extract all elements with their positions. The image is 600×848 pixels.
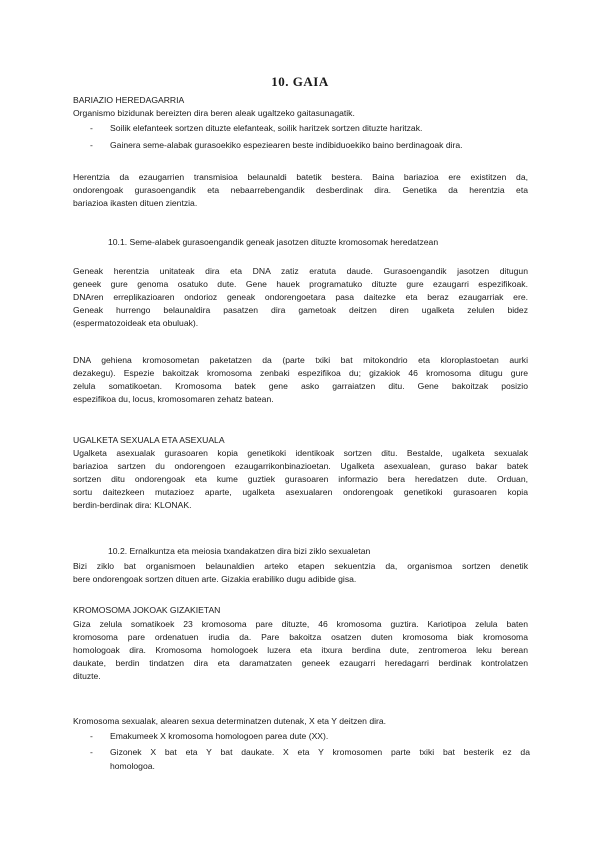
text-line: kromosoma pare ordenatuen irudia da. Pare bakoitza osatzen duten kromosoma biak kromosoma: [73, 632, 528, 643]
text-line: Giza zelula somatikoek 23 kromosoma pare dituzte, 46 kromosoma guztira. Kariotipoa zelula baten: [73, 619, 528, 629]
text-line: sortzen ditu ondorengoak eta kume guztiek gurasoaren informazio bera heredatzen dute. Orduan,: [73, 474, 528, 485]
text-line: Bizi ziklo bat organismoen belaunaldien arteko etapen sekuentzia da, organismoa sortzen denetik: [73, 561, 528, 571]
text-line: Herentzia da ezaugarrien transmisioa belaunaldi batetik bestera. Baina bariazioa ere existitzen da,: [73, 172, 528, 182]
text-line: Geneak hurrengo belaunaldira pasatzen dira gametoak deitzen diren ugalketa zelulen bidez: [73, 305, 528, 316]
section-heading-bariazio: BARIAZIO HEREDAGARRIA: [73, 95, 185, 105]
intro-line-sexualak: Kromosoma sexualak, alearen sexua determinatzen dutenak, X eta Y deitzen dira.: [73, 716, 387, 726]
text-line: berdin-berdinak dira: KLONAK.: [73, 500, 192, 511]
text-line: daukate, berdin tindatzen dira eta daramatzaten geneek ezaugarri heredagarri berdinak kontrolatzen: [73, 658, 528, 669]
list-item-text: homologoa.: [110, 761, 155, 771]
text-line: espezifikoa du, locus, kromosomaren zehatz batean.: [73, 394, 274, 405]
paragraph-geneak: [73, 265, 528, 330]
text-line: bere ondorengoak sortzen dituen arte. Gizakia erabiliko dugu adibide gisa.: [73, 574, 357, 585]
intro-line: Organismo bizidunak bereizten dira beren aleak ugaltzeko gaitasunagatik.: [73, 108, 355, 118]
paragraph-dna: [73, 354, 528, 406]
subheading-10-2: 10.2. Ernalkuntza eta meiosia txandakatzen dira bizi ziklo sexualetan: [108, 546, 371, 556]
text-line: bariazioa ikasten dituen zientzia.: [73, 198, 198, 209]
bullet-dash: -: [90, 747, 93, 757]
subheading-10-1: 10.1. Seme-alabek gurasoengandik geneak jasotzen dituzte kromosomak heredatzean: [108, 237, 439, 247]
text-line: zelula somatikoetan. Kromosoma batek gene asko garraiatzen ditu. Gene bakoitzak posizio: [73, 381, 528, 392]
text-line: Geneak herentzia unitateak dira eta DNA zatiz eratuta daude. Gurasoengandik jasotzen ditugun: [73, 266, 528, 276]
bullet-dash: -: [90, 140, 93, 150]
text-line: sortu daitezkeen mutazioez aparte, ugalketa asexualaren ondorengoak genetikoki gurasoaren kopia: [73, 487, 528, 498]
text-line: geneek gure genoma osatuko dute. Gene hauek programatuko dituzte gure ezaugarri espezifikoak.: [73, 279, 528, 290]
text-line: bariazioa sartzen du ondorengoen ezaugarrikonbinazioetan. Ugalketa asexualean, guraso bakar batek: [73, 461, 528, 472]
bullet-dash: -: [90, 731, 93, 741]
paragraph-bizi-ziklo: [73, 560, 528, 586]
bullet-dash: -: [90, 123, 93, 133]
text-line: Ugalketa asexualak gurasoaren kopia genetikoki identikoak sortzen ditu. Bestalde, ugalketa sexualak: [73, 448, 528, 458]
chapter-title: 10. GAIA: [271, 74, 329, 89]
list-item-text: Gainera seme-alabak gurasoekiko espeziearen beste indibiduoekiko baino berdinagoak dira.: [110, 140, 463, 150]
list-item-text: Soilik elefanteek sortzen dituzte elefanteak, soilik haritzek sortzen dituzte haritzak.: [110, 123, 423, 133]
text-line: DNAren erreplikazioaren ondorioz geneak ondorengoetara pasa daitezke eta beraz ezaugarriak ere.: [73, 292, 528, 303]
text-line: dezakegu). Espezie bakoitzak kromosoma zenbaki espezifikoa du; gizakiok 46 kromosoma ditugu gure: [73, 368, 528, 379]
text-line: dituzte.: [73, 671, 101, 682]
section-heading-kromosoma: KROMOSOMA JOKOAK GIZAKIETAN: [73, 605, 221, 615]
paragraph-ugalketa: [73, 447, 528, 512]
text-line: ondorengoak gurasoengandik eta nebaarrebengandik desberdinak dira. Genetika da herentzia eta: [73, 185, 528, 196]
text-line: homologoak dira. Kromosoma homologoek luzera eta itxura berdina dute, zentromeroa leku berean: [73, 645, 528, 656]
section-heading-ugalketa: UGALKETA SEXUALA ETA ASEXUALA: [73, 435, 225, 445]
text-line: DNA gehiena kromosometan paketatzen da (parte txiki bat mitokondrio eta kloroplastoetan aurki: [73, 355, 528, 365]
paragraph-herentzia: [73, 171, 528, 210]
list-item-text: Gizonek X bat eta Y bat daukate. X eta Y kromosomen parte txiki bat besterik ez da: [110, 747, 530, 757]
paragraph-kromosoma: [73, 618, 528, 683]
text-line: (espermatozoideak eta obuluak).: [73, 318, 199, 329]
list-item-text: Emakumeek X kromosoma homologoen parea dute (XX).: [110, 731, 329, 741]
